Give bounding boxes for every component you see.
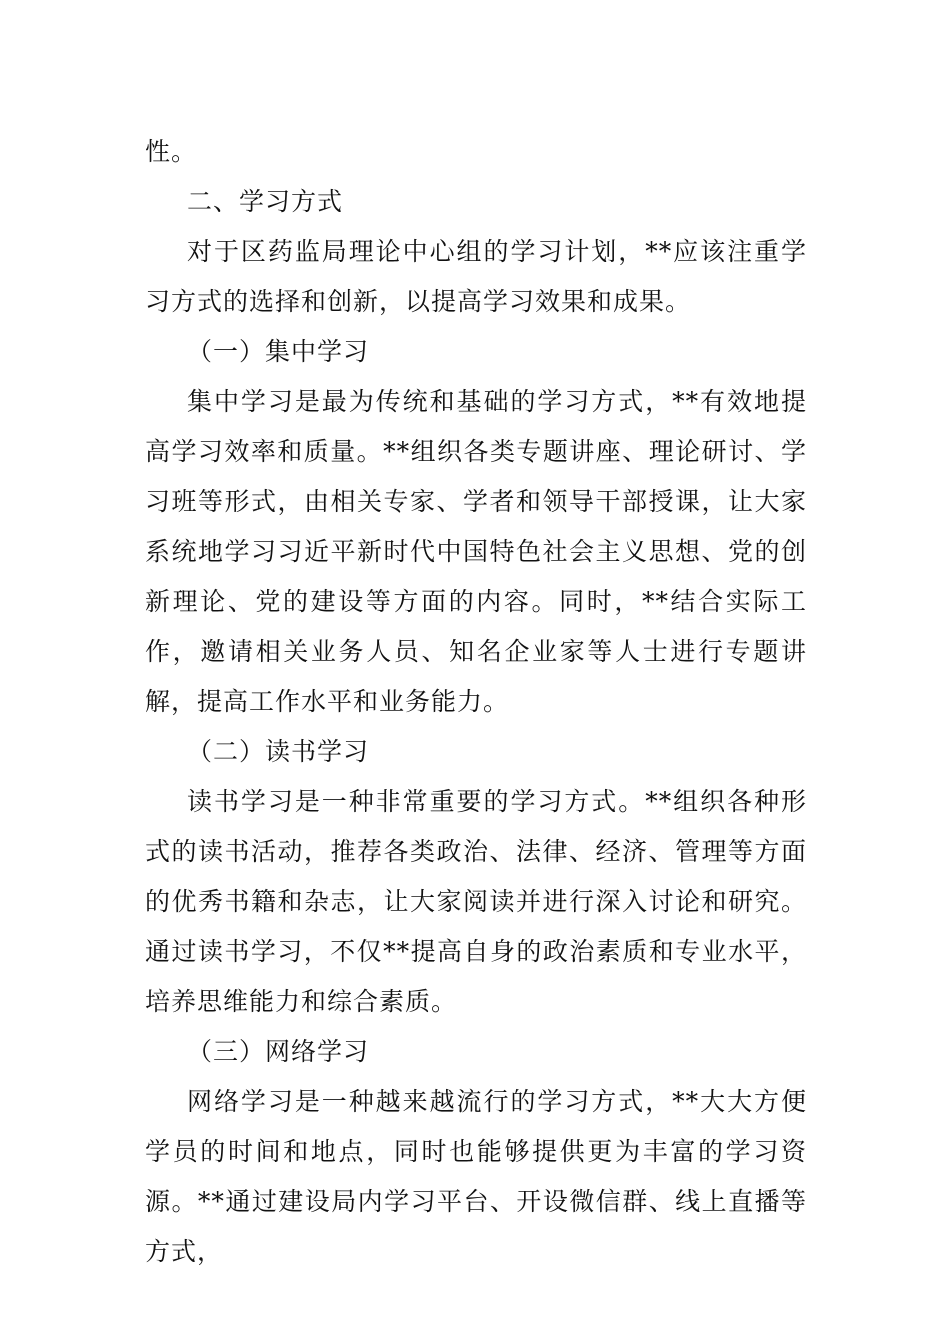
section-heading-learning-methods: 二、学习方式 [187,187,344,216]
subheading-online-learning: （三）网络学习 [187,1037,370,1066]
document-body [145,127,807,1277]
paragraph-centralized-learning: 集中学习是最为传统和基础的学习方式，**有效地提高学习效率和质量。**组织各类专题讲座、理论研讨、学习班等形式，由相关专家、学者和领导干部授课，让大家系统地学习习近平新时代中国特色社会主义思想、党的创新理论、党的建设等方面的内容。同时，**结合实际工作，邀请相关业务人员、知名企业家等人士进行专题讲解，提高工作水平和业务能力。 [145,387,807,716]
paragraph-continuation: 性。 [145,137,198,166]
paragraph-intro: 对于区药监局理论中心组的学习计划，**应该注重学习方式的选择和创新，以提高学习效果和成果。 [145,237,807,316]
paragraph-online-learning: 网络学习是一种越来越流行的学习方式，**大大方便学员的时间和地点，同时也能够提供更为丰富的学习资源。**通过建设局内学习平台、开设微信群、线上直播等方式， [145,1087,807,1266]
paragraph-reading-learning: 读书学习是一种非常重要的学习方式。**组织各种形式的读书活动，推荐各类政治、法律、经济、管理等方面的优秀书籍和杂志，让大家阅读并进行深入讨论和研究。通过读书学习，不仅**提高自身的政治素质和专业水平，培养思维能力和综合素质。 [145,787,807,1016]
subheading-centralized-learning: （一）集中学习 [187,337,370,366]
subheading-reading-learning: （二）读书学习 [187,737,370,766]
